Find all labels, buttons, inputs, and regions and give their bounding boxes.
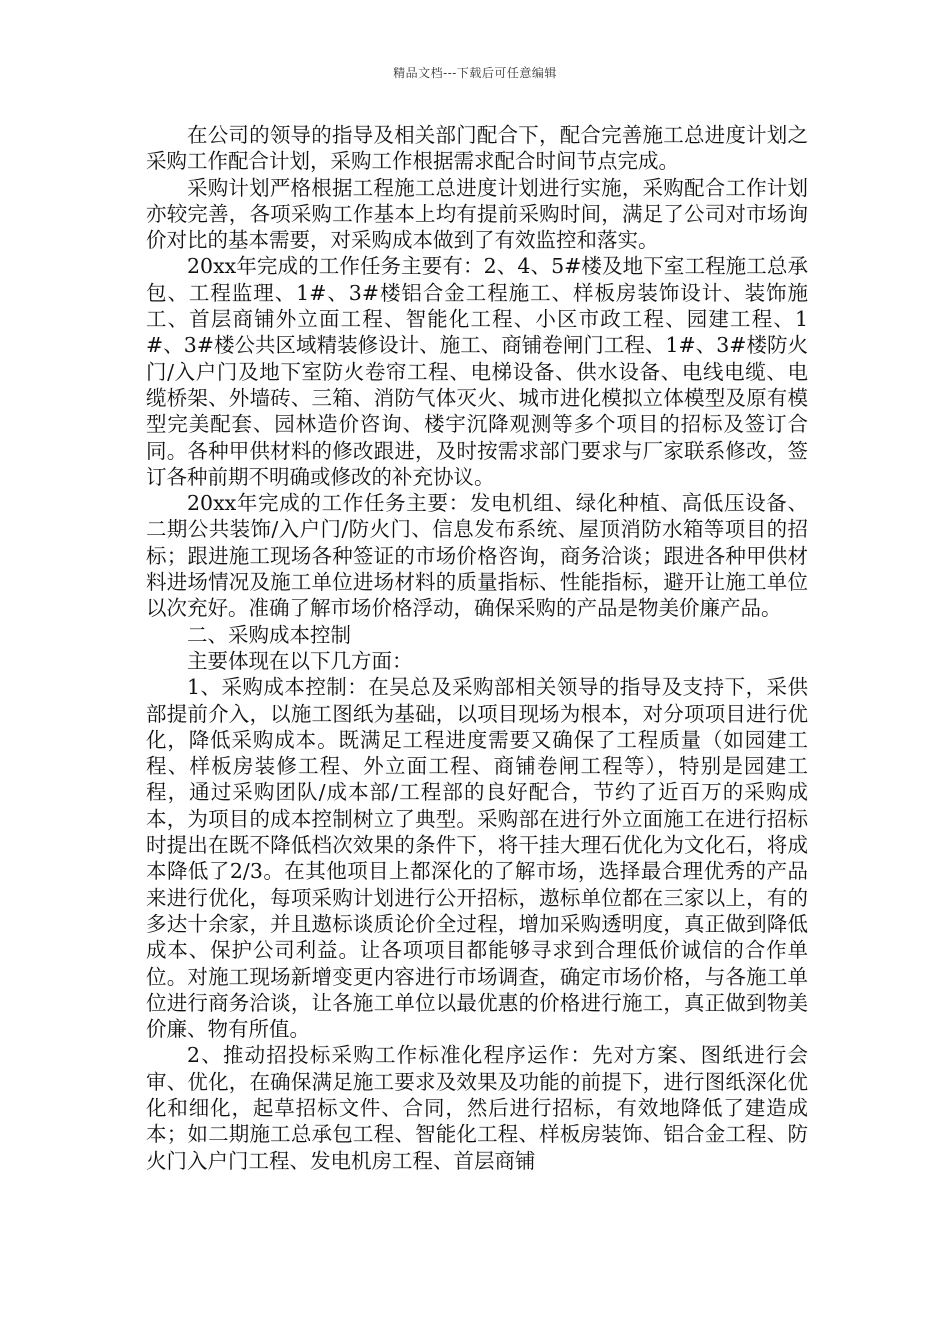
paragraph-tasks-2: 20xx年完成的工作任务主要：发电机组、绿化种植、高低压设备、二期公共装饰/入户门/防火门、信息发布系统、屋顶消防水箱等项目的招标；跟进施工现场各种签证的市场价格咨询，商务洽谈；跟进各种甲供材料进场情况及施工单位进场材料的质量指标、性能指标，避开让施工单位以次充好。准确了解市场价格浮动，确保采购的产品是物美价廉产品。 (146, 491, 808, 621)
paragraph-aspects: 主要体现在以下几方面： (187, 648, 413, 673)
paragraph-bidding: 2、推动招投标采购工作标准化程序运作：先对方案、图纸进行会审、优化，在确保满足施工要求及效果及功能的前提下，进行图纸深化优化和细化，起草招标文件、合同，然后进行招标，有效地降低了建造成本；如二期施工总承包工程、智能化工程、样板房装饰、铝合金工程、防火门入户门工程、发电机房工程、首层商铺 (146, 1043, 808, 1173)
paragraph-tasks-1: 20xx年完成的工作任务主要有：2、4、5#楼及地下室工程施工总承包、工程监理、1#、3#楼铝合金工程施工、样板房装饰设计、装饰施工、首层商铺外立面工程、智能化工程、小区市政工程、园建工程、1#、3#楼公共区域精装修设计、施工、商铺卷闸门工程、1#、3#楼防火门/入户门及地下室防火卷帘工程、电梯设备、供水设备、电线电缆、电缆桥架、外墙砖、三箱、消防气体灭火、城市进化模拟立体模型及原有模型完美配套、园林造价咨询、楼宇沉降观测等多个项目的招标及签订合同。各种甲供材料的修改跟进，及时按需求部门要求与厂家联系修改，签订各种前期不明确或修改的补充协议。 (146, 254, 808, 489)
paragraph-intro: 在公司的领导的指导及相关部门配合下，配合完善施工总进度计划之采购工作配合计划，采购工作根据需求配合时间节点完成。 (146, 123, 808, 174)
document-body (146, 122, 808, 1174)
section-heading: 二、采购成本控制 (187, 622, 351, 647)
header-note: 精品文档---下载后可任意编辑 (393, 66, 557, 80)
paragraph-plan: 采购计划严格根据工程施工总进度计划进行实施，采购配合工作计划亦较完善，各项采购工作基本上均有提前采购时间，满足了公司对市场询价对比的基本需要，对采购成本做到了有效监控和落实。 (146, 175, 808, 253)
paragraph-cost-control: 1、采购成本控制：在吴总及采购部相关领导的指导及支持下，采供部提前介入，以施工图纸为基础，以项目现场为根本，对分项项目进行优化，降低采购成本。既满足工程进度需要又确保了工程质量（如园建工程、样板房装修工程、外立面工程、商铺卷闸工程等），特别是园建工程，通过采购团队/成本部/工程部的良好配合，节约了近百万的采购成本，为项目的成本控制树立了典型。采购部在进行外立面施工在进行招标时提出在既不降低档次效果的条件下，将干挂大理石优化为文化石，将成本降低了2/3。在其他项目上都深化的了解市场，选择最合理优秀的产品来进行优化，每项采购计划进行公开招标，遨标单位都在三家以上，有的多达十余家，并且遨标谈质论价全过程，增加采购透明度，真正做到降低成本、保护公司利益。让各项项目都能够寻求到合理低价诚信的合作单位。对施工现场新增变更内容进行市场调查，确定市场价格，与各施工单位进行商务洽谈，让各施工单位以最优惠的价格进行施工，真正做到物美价廉、物有所值。 (146, 675, 808, 1042)
